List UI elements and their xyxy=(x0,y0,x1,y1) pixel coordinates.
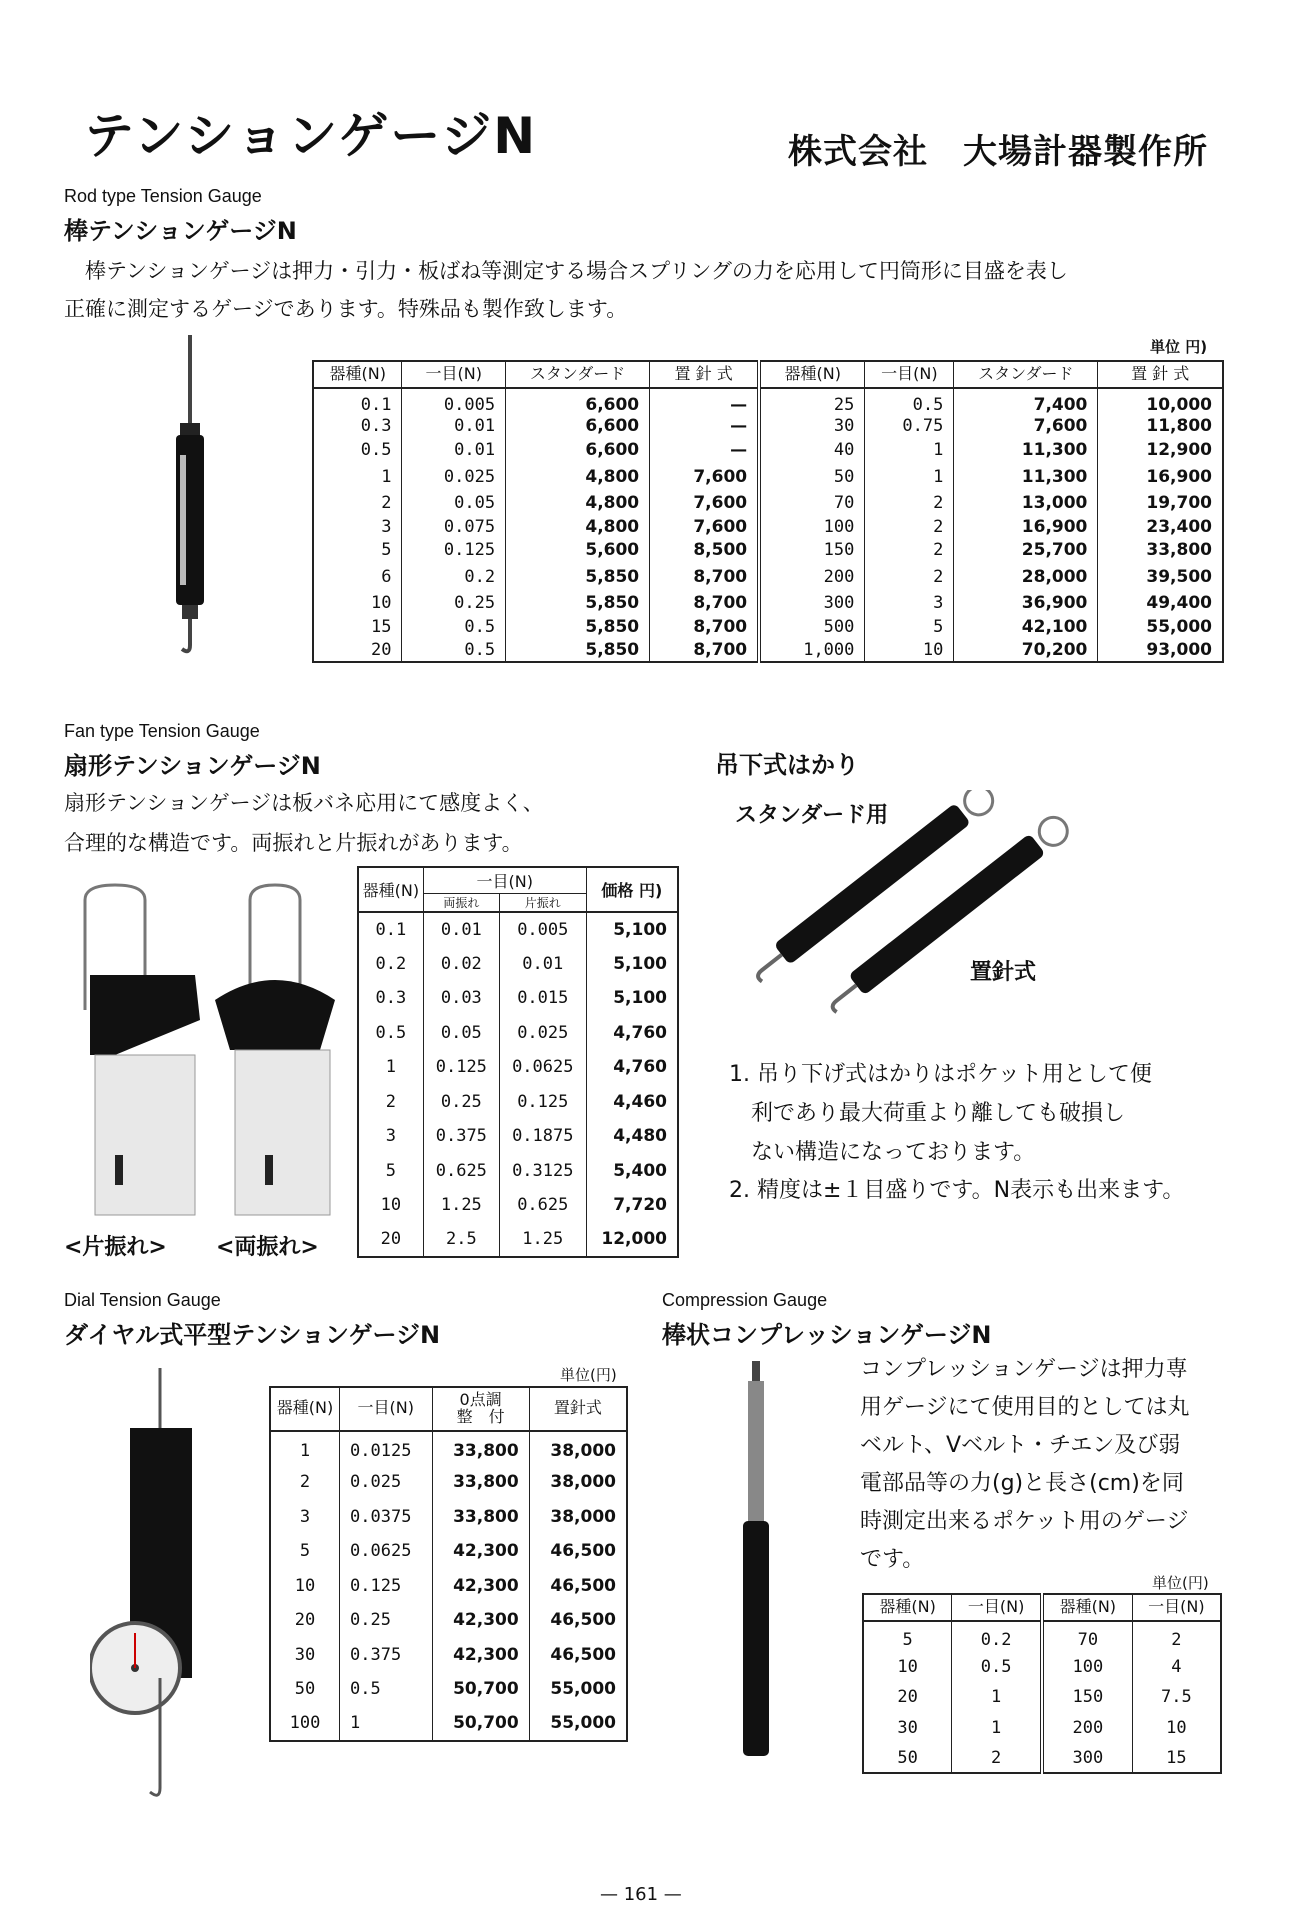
compression-desc-1: コンプレッションゲージは押力専 xyxy=(860,1357,1188,1382)
table-row xyxy=(358,1119,678,1154)
table-cell: 0.1 xyxy=(313,388,402,415)
table-cell: 16,900 xyxy=(954,515,1098,538)
table-cell: 5,400 xyxy=(586,1154,678,1189)
table-cell: 49,400 xyxy=(1098,592,1223,615)
table-cell: 11,300 xyxy=(954,438,1098,461)
table-cell: 38,000 xyxy=(529,1465,627,1500)
table-cell: 3 xyxy=(270,1500,340,1535)
table-cell: 0.05 xyxy=(423,1016,499,1051)
table-cell: 50,700 xyxy=(432,1707,529,1742)
label-needle: 置針式 xyxy=(970,960,1037,985)
table-cell: 4,800 xyxy=(506,462,650,492)
table-cell: 50 xyxy=(759,462,865,492)
table-cell: 16,900 xyxy=(1098,462,1223,492)
table-cell: 5,850 xyxy=(506,615,650,638)
table-cell: 8,500 xyxy=(650,538,759,561)
column-header: 一目(N) xyxy=(865,361,954,388)
table-cell: 11,300 xyxy=(954,462,1098,492)
table-cell: 33,800 xyxy=(432,1500,529,1535)
column-header: 器種(N) xyxy=(313,361,402,388)
table-cell: 2 xyxy=(865,538,954,561)
table-cell: 0.5 xyxy=(865,388,954,415)
table-cell: 0.5 xyxy=(358,1016,423,1051)
table-cell: 10 xyxy=(313,592,402,615)
table-cell: 5,850 xyxy=(506,562,650,592)
table-row xyxy=(313,639,1223,662)
table-cell: 2 xyxy=(865,562,954,592)
table-cell: 38,000 xyxy=(529,1500,627,1535)
column-header: 器種(N) xyxy=(863,1594,952,1621)
table-cell: 4 xyxy=(1132,1651,1221,1682)
header-row xyxy=(358,867,678,894)
table-cell: 0.3 xyxy=(313,415,402,438)
rod-title-jp: 棒テンションゲージN xyxy=(64,217,297,245)
table-cell: 20 xyxy=(358,1223,423,1258)
table-cell: 12,000 xyxy=(586,1223,678,1258)
table-row xyxy=(270,1465,627,1500)
table-cell: 150 xyxy=(1042,1682,1132,1713)
hanging-note-3: ない構造になっております。 xyxy=(729,1140,1036,1165)
table-cell: 4,480 xyxy=(586,1119,678,1154)
hanging-scale-image xyxy=(739,790,1084,1035)
table-cell: 5 xyxy=(863,1621,952,1652)
table-cell: 12,900 xyxy=(1098,438,1223,461)
compression-table xyxy=(862,1593,1222,1774)
table-cell: 200 xyxy=(1042,1712,1132,1743)
table-cell: 55,000 xyxy=(1098,615,1223,638)
table-cell: 42,100 xyxy=(954,615,1098,638)
table-cell: 0.125 xyxy=(340,1569,432,1604)
table-cell: 2 xyxy=(1132,1621,1221,1652)
column-header: 一目(N) xyxy=(423,867,586,894)
table-cell: 42,300 xyxy=(432,1569,529,1604)
table-cell: 0.5 xyxy=(402,639,506,662)
table-cell: 33,800 xyxy=(432,1465,529,1500)
column-header: 置針式 xyxy=(529,1387,627,1431)
table-cell: 55,000 xyxy=(529,1707,627,1742)
table-cell: 46,500 xyxy=(529,1638,627,1673)
table-cell: 5,100 xyxy=(586,912,678,947)
table-cell: — xyxy=(650,415,759,438)
page-title: テンションゲージN xyxy=(84,107,538,165)
table-cell: 19,700 xyxy=(1098,492,1223,515)
fan-title-jp: 扇形テンションゲージN xyxy=(64,752,321,780)
table-cell: 10 xyxy=(1132,1712,1221,1743)
table-cell: 8,700 xyxy=(650,592,759,615)
table-cell: 6,600 xyxy=(506,438,650,461)
table-row xyxy=(313,415,1223,438)
table-cell: 1 xyxy=(865,462,954,492)
table-cell: 1 xyxy=(340,1707,432,1742)
table-cell: 1.25 xyxy=(499,1223,586,1258)
table-cell: 4,460 xyxy=(586,1085,678,1120)
table-row xyxy=(358,1223,678,1258)
column-header: 置 針 式 xyxy=(650,361,759,388)
table-cell: 1.25 xyxy=(423,1188,499,1223)
table-row xyxy=(863,1621,1221,1652)
table-cell: 5 xyxy=(270,1534,340,1569)
table-cell: 55,000 xyxy=(529,1672,627,1707)
table-cell: 0.0375 xyxy=(340,1500,432,1535)
table-row xyxy=(313,562,1223,592)
table-cell: 0.1875 xyxy=(499,1119,586,1154)
table-cell: 15 xyxy=(1132,1743,1221,1774)
table-cell: 30 xyxy=(863,1712,952,1743)
compression-unit: 単位(円) xyxy=(1152,1574,1209,1592)
header-row xyxy=(313,361,1223,388)
table-cell: 70,200 xyxy=(954,639,1098,662)
table-row xyxy=(270,1500,627,1535)
rod-desc-1: 棒テンションゲージは押力・引力・板ばね等測定する場合スプリングの力を応用して円筒形に目盛を表し xyxy=(64,259,1068,283)
table-cell: 200 xyxy=(759,562,865,592)
table-cell: 42,300 xyxy=(432,1603,529,1638)
table-cell: 0.015 xyxy=(499,981,586,1016)
table-cell: — xyxy=(650,438,759,461)
table-cell: 7,400 xyxy=(954,388,1098,415)
table-cell: 20 xyxy=(313,639,402,662)
table-cell: — xyxy=(650,388,759,415)
table-cell: 25 xyxy=(759,388,865,415)
dial-title-jp: ダイヤル式平型テンションゲージN xyxy=(64,1321,441,1349)
table-cell: 1 xyxy=(313,462,402,492)
table-cell: 10 xyxy=(863,1651,952,1682)
table-cell: 300 xyxy=(759,592,865,615)
hanging-title: 吊下式はかり xyxy=(715,751,859,779)
table-row xyxy=(863,1743,1221,1774)
compression-gauge-image xyxy=(735,1361,777,1763)
table-cell: 42,300 xyxy=(432,1638,529,1673)
fan-title-en: Fan type Tension Gauge xyxy=(64,721,260,741)
table-cell: 0.03 xyxy=(423,981,499,1016)
table-row xyxy=(358,1085,678,1120)
table-cell: 0.25 xyxy=(402,592,506,615)
table-cell: 15 xyxy=(313,615,402,638)
table-cell: 8,700 xyxy=(650,615,759,638)
table-cell: 0.125 xyxy=(423,1050,499,1085)
table-cell: 7,600 xyxy=(954,415,1098,438)
table-row xyxy=(863,1682,1221,1713)
table-row xyxy=(358,1188,678,1223)
table-cell: 1,000 xyxy=(759,639,865,662)
table-row xyxy=(270,1431,627,1466)
table-cell: 5 xyxy=(865,615,954,638)
table-cell: 33,800 xyxy=(432,1431,529,1466)
hanging-note-1: 1. 吊り下げ式はかりはポケット用として便 xyxy=(729,1062,1152,1087)
table-cell: 6 xyxy=(313,562,402,592)
table-cell: 0.25 xyxy=(423,1085,499,1120)
table-row xyxy=(313,515,1223,538)
table-cell: 0.01 xyxy=(402,438,506,461)
dial-title-en: Dial Tension Gauge xyxy=(64,1290,221,1310)
table-cell: 30 xyxy=(759,415,865,438)
table-cell: 46,500 xyxy=(529,1569,627,1604)
table-cell: 8,700 xyxy=(650,639,759,662)
table-cell: 10,000 xyxy=(1098,388,1223,415)
header-row xyxy=(863,1594,1221,1621)
table-cell: 4,760 xyxy=(586,1050,678,1085)
table-cell: 0.005 xyxy=(499,912,586,947)
table-cell: 2.5 xyxy=(423,1223,499,1258)
column-header: スタンダード xyxy=(954,361,1098,388)
table-cell: 0.125 xyxy=(499,1085,586,1120)
table-cell: 100 xyxy=(270,1707,340,1742)
table-cell: 6,600 xyxy=(506,388,650,415)
table-cell: 0.75 xyxy=(865,415,954,438)
table-cell: 0.005 xyxy=(402,388,506,415)
table-row xyxy=(863,1651,1221,1682)
table-cell: 0.025 xyxy=(499,1016,586,1051)
compression-desc-2: 用ゲージにて使用目的としては丸 xyxy=(860,1395,1190,1420)
table-row xyxy=(863,1712,1221,1743)
table-cell: 6,600 xyxy=(506,415,650,438)
table-cell: 0.0625 xyxy=(340,1534,432,1569)
table-row xyxy=(358,1154,678,1189)
table-cell: 93,000 xyxy=(1098,639,1223,662)
table-cell: 50 xyxy=(270,1672,340,1707)
header-row xyxy=(270,1387,627,1431)
column-header: 置 針 式 xyxy=(1098,361,1223,388)
compression-title-jp: 棒状コンプレッションゲージN xyxy=(662,1321,992,1349)
column-header: 両振れ xyxy=(423,894,499,913)
table-cell: 7,600 xyxy=(650,492,759,515)
table-cell: 5,100 xyxy=(586,981,678,1016)
label-standard: スタンダード用 xyxy=(735,803,889,828)
table-row xyxy=(313,492,1223,515)
table-cell: 1 xyxy=(865,438,954,461)
table-row xyxy=(270,1707,627,1742)
table-cell: 0.2 xyxy=(402,562,506,592)
table-cell: 5 xyxy=(313,538,402,561)
table-cell: 2 xyxy=(952,1743,1042,1774)
column-header: 一目(N) xyxy=(1132,1594,1221,1621)
compression-desc-6: です。 xyxy=(860,1547,925,1572)
hanging-note-4: 2. 精度は±１目盛りです。N表示も出来ます。 xyxy=(729,1178,1185,1203)
table-cell: 2 xyxy=(270,1465,340,1500)
table-cell: 3 xyxy=(358,1119,423,1154)
table-row xyxy=(358,912,678,947)
label-single-swing: <片振れ> xyxy=(64,1235,167,1260)
table-cell: 30 xyxy=(270,1638,340,1673)
table-cell: 1 xyxy=(952,1712,1042,1743)
table-cell: 1 xyxy=(952,1682,1042,1713)
table-cell: 1 xyxy=(358,1050,423,1085)
table-row xyxy=(270,1534,627,1569)
table-cell: 7,600 xyxy=(650,462,759,492)
table-cell: 7,720 xyxy=(586,1188,678,1223)
table-row xyxy=(358,1050,678,1085)
table-cell: 36,900 xyxy=(954,592,1098,615)
table-row xyxy=(270,1638,627,1673)
table-cell: 3 xyxy=(865,592,954,615)
table-cell: 0.0125 xyxy=(340,1431,432,1466)
table-cell: 5,850 xyxy=(506,639,650,662)
rod-title-en: Rod type Tension Gauge xyxy=(64,186,262,206)
column-header: 0点調 整 付 xyxy=(432,1387,529,1431)
table-row xyxy=(313,592,1223,615)
table-cell: 11,800 xyxy=(1098,415,1223,438)
table-cell: 0.05 xyxy=(402,492,506,515)
compression-desc-4: 電部品等の力(g)と長さ(cm)を同 xyxy=(860,1471,1184,1496)
table-cell: 5,100 xyxy=(586,947,678,982)
fan-gauge-images xyxy=(70,880,340,1225)
table-cell: 0.01 xyxy=(402,415,506,438)
table-row xyxy=(313,538,1223,561)
compression-title-en: Compression Gauge xyxy=(662,1290,828,1310)
table-cell: 0.025 xyxy=(340,1465,432,1500)
table-row xyxy=(358,981,678,1016)
table-cell: 46,500 xyxy=(529,1603,627,1638)
table-cell: 0.02 xyxy=(423,947,499,982)
table-cell: 50,700 xyxy=(432,1672,529,1707)
table-cell: 500 xyxy=(759,615,865,638)
table-cell: 0.01 xyxy=(423,912,499,947)
table-cell: 13,000 xyxy=(954,492,1098,515)
table-cell: 2 xyxy=(865,515,954,538)
table-cell: 28,000 xyxy=(954,562,1098,592)
rod-price-table xyxy=(312,360,1224,663)
table-cell: 4,800 xyxy=(506,515,650,538)
table-cell: 42,300 xyxy=(432,1534,529,1569)
table-cell: 10 xyxy=(358,1188,423,1223)
table-cell: 0.25 xyxy=(340,1603,432,1638)
table-row xyxy=(358,947,678,982)
table-cell: 4,800 xyxy=(506,492,650,515)
table-cell: 25,700 xyxy=(954,538,1098,561)
table-cell: 39,500 xyxy=(1098,562,1223,592)
table-cell: 5,600 xyxy=(506,538,650,561)
table-cell: 0.0625 xyxy=(499,1050,586,1085)
column-header: 器種(N) xyxy=(1042,1594,1132,1621)
table-cell: 46,500 xyxy=(529,1534,627,1569)
column-header: 一目(N) xyxy=(952,1594,1042,1621)
column-header: スタンダード xyxy=(506,361,650,388)
column-header: 価格 円) xyxy=(586,867,678,912)
table-cell: 70 xyxy=(1042,1621,1132,1652)
table-cell: 0.3125 xyxy=(499,1154,586,1189)
fan-desc-1: 扇形テンションゲージは板バネ応用にて感度よく、 xyxy=(64,791,544,815)
compression-desc-3: ベルト、Vベルト・チエン及び弱 xyxy=(860,1433,1181,1458)
rod-gauge-image xyxy=(160,335,220,660)
table-cell: 20 xyxy=(270,1603,340,1638)
compression-desc-5: 時測定出来るポケット用のゲージ xyxy=(860,1509,1189,1534)
table-cell: 100 xyxy=(759,515,865,538)
table-cell: 0.075 xyxy=(402,515,506,538)
table-cell: 0.025 xyxy=(402,462,506,492)
table-cell: 0.3 xyxy=(358,981,423,1016)
table-cell: 0.5 xyxy=(313,438,402,461)
table-cell: 0.375 xyxy=(340,1638,432,1673)
table-cell: 0.2 xyxy=(358,947,423,982)
table-cell: 0.125 xyxy=(402,538,506,561)
table-row xyxy=(313,615,1223,638)
table-cell: 5 xyxy=(358,1154,423,1189)
table-cell: 0.625 xyxy=(423,1154,499,1189)
table-cell: 23,400 xyxy=(1098,515,1223,538)
table-cell: 0.2 xyxy=(952,1621,1042,1652)
dial-gauge-image xyxy=(90,1368,200,1813)
table-cell: 0.1 xyxy=(358,912,423,947)
column-header: 一目(N) xyxy=(340,1387,432,1431)
table-cell: 0.375 xyxy=(423,1119,499,1154)
table-cell: 300 xyxy=(1042,1743,1132,1774)
page-number: — 161 — xyxy=(600,1884,682,1905)
table-row xyxy=(270,1672,627,1707)
table-cell: 100 xyxy=(1042,1651,1132,1682)
table-cell: 7.5 xyxy=(1132,1682,1221,1713)
table-row xyxy=(358,1016,678,1051)
company-name: 株式会社 大場計器製作所 xyxy=(788,132,1208,172)
table-cell: 150 xyxy=(759,538,865,561)
column-header: 器種(N) xyxy=(759,361,865,388)
table-cell: 2 xyxy=(865,492,954,515)
table-cell: 40 xyxy=(759,438,865,461)
table-cell: 50 xyxy=(863,1743,952,1774)
table-cell: 38,000 xyxy=(529,1431,627,1466)
table-cell: 33,800 xyxy=(1098,538,1223,561)
table-cell: 4,760 xyxy=(586,1016,678,1051)
column-header: 片振れ xyxy=(499,894,586,913)
table-cell: 10 xyxy=(270,1569,340,1604)
table-cell: 0.625 xyxy=(499,1188,586,1223)
rod-unit: 単位 円) xyxy=(1150,338,1208,356)
dial-unit: 単位(円) xyxy=(560,1366,617,1384)
column-header: 器種(N) xyxy=(270,1387,340,1431)
table-cell: 70 xyxy=(759,492,865,515)
table-cell: 3 xyxy=(313,515,402,538)
table-cell: 7,600 xyxy=(650,515,759,538)
table-cell: 2 xyxy=(313,492,402,515)
fan-desc-2: 合理的な構造です。両振れと片振れがあります。 xyxy=(64,831,523,855)
table-cell: 5,850 xyxy=(506,592,650,615)
table-cell: 0.5 xyxy=(952,1651,1042,1682)
fan-price-table xyxy=(357,866,679,1258)
table-cell: 20 xyxy=(863,1682,952,1713)
hanging-note-2: 利であり最大荷重より離しても破損し xyxy=(729,1101,1126,1126)
table-cell: 10 xyxy=(865,639,954,662)
table-row xyxy=(270,1569,627,1604)
table-row xyxy=(313,438,1223,461)
dial-price-table xyxy=(269,1386,628,1742)
table-row xyxy=(313,388,1223,415)
table-cell: 0.5 xyxy=(340,1672,432,1707)
table-row xyxy=(270,1603,627,1638)
label-double-swing: <両振れ> xyxy=(216,1235,319,1260)
table-cell: 0.5 xyxy=(402,615,506,638)
table-row xyxy=(313,462,1223,492)
table-cell: 8,700 xyxy=(650,562,759,592)
table-cell: 2 xyxy=(358,1085,423,1120)
column-header: 器種(N) xyxy=(358,867,423,912)
column-header: 一目(N) xyxy=(402,361,506,388)
table-cell: 0.01 xyxy=(499,947,586,982)
rod-desc-2: 正確に測定するゲージであります。特殊品も製作致します。 xyxy=(64,297,628,321)
table-cell: 1 xyxy=(270,1431,340,1466)
